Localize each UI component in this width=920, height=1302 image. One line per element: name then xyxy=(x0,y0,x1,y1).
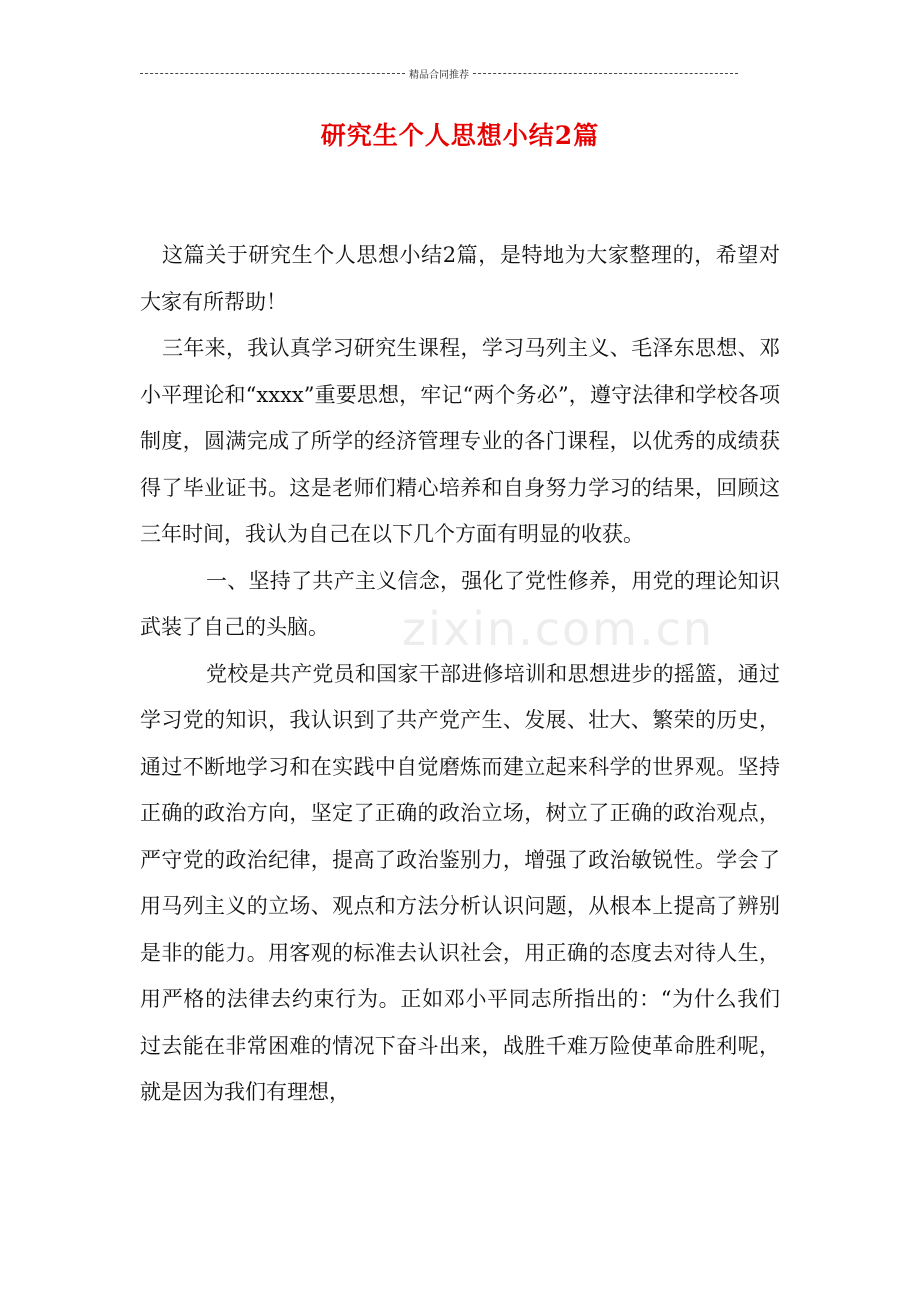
header-dash-left xyxy=(140,73,405,74)
header-dash-right xyxy=(473,73,738,74)
header-label: 精品合同推荐 xyxy=(409,70,469,81)
paragraph-intro: 这篇关于研究生个人思想小结2篇，是特地为大家整理的，希望对大家有所帮助！ xyxy=(140,243,780,314)
paragraph-party-school: 党校是共产党员和国家干部进修培训和思想进步的摇篮，通过学习党的知识，我认识到了共产党产生、发展、壮大、繁荣的历史，通过不断地学习和在实践中自觉磨炼而建立起来科学的世界观。坚持正确的政治方向，坚定了正确的政治立场，树立了正确的政治观点，严守党的政治纪律，提高了政治鉴别力，增强了政治敏锐性。学会了用马列主义的立场、观点和方法分析认识问题，从根本上提高了辨别是非的能力。用客观的标准去认识社会，用正确的态度去对待人生，用严格的法律去约束行为。正如邓小平同志所指出的：“为什么我们过去能在非常困难的情况下奋斗出来，战胜千难万险使革命胜利呢，就是因为我们有理想， xyxy=(140,661,780,1104)
document-body xyxy=(140,232,780,1116)
header-rule xyxy=(140,66,738,81)
paragraph-summary: 三年来，我认真学习研究生课程，学习马列主义、毛泽东思想、邓小平理论和“xxxx”重要思想，牢记“两个务必”，遵守法律和学校各项制度，圆满完成了所学的经济管理专业的各门课程，以优秀的成绩获得了毕业证书。这是老师们精心培养和自身努力学习的结果，回顾这三年时间，我认为自己在以下几个方面有明显的收获。 xyxy=(140,336,780,546)
paragraph-section-heading: 一、坚持了共产主义信念，强化了党性修养，用党的理论知识武装了自己的头脑。 xyxy=(140,568,780,639)
watermark: zixin.com.cn xyxy=(402,602,715,656)
document-title: 研究生个人思想小结2篇 xyxy=(320,121,600,150)
